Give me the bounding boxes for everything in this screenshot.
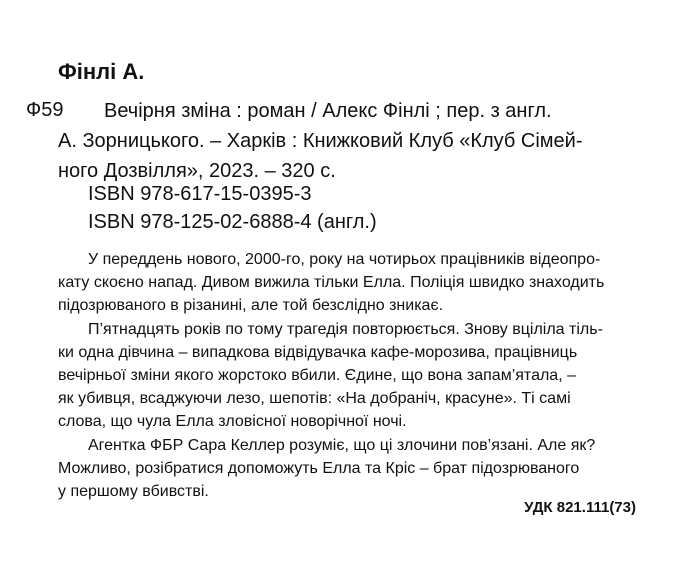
description-line: ного Дозвілля», 2023. – 320 с.: [58, 160, 336, 182]
annotation-line: ки одна дівчина – випадкова відвідувачка кафе-морозива, працівниць: [58, 343, 578, 361]
description-line: Вечірня зміна : роман / Алекс Фінлі ; пер. з англ.: [104, 100, 552, 122]
annotation-line: Агентка ФБР Сара Келлер розуміє, що ці злочини пов’язані. Але як?: [88, 436, 596, 454]
annotation-line: підозрюваного в різанині, але той безслідно зникає.: [58, 297, 444, 315]
annotation-line: П’ятнадцять років по тому трагедія повторюється. Знову вціліла тіль-: [88, 320, 603, 338]
annotation-line: кату скоєно напад. Дивом вижила тільки Елла. Поліція швидко знаходить: [58, 274, 605, 292]
author-heading: Фінлі А.: [58, 59, 145, 84]
annotation-line: У переддень нового, 2000-го, року на чотирьох працівників відеопро-: [88, 251, 601, 268]
isbn-list: [88, 180, 377, 236]
annotation-line: у першому вбивстві.: [58, 483, 209, 501]
udk-code: УДК 821.111(73): [524, 499, 636, 516]
classification-code: Ф59: [26, 99, 64, 121]
annotation-line: вечірньої зміни якого жорстоко вбили. Єдине, що вона запам’ятала, –: [58, 367, 576, 385]
annotation-line: Можливо, розібратися допоможуть Елла та Кріс – брат підозрюваного: [58, 459, 580, 477]
annotation: [58, 248, 658, 503]
description-line: А. Зорницького. – Харків : Книжковий Клуб «Клуб Сімей-: [58, 130, 583, 152]
annotation-line: слова, що чула Елла зловісної новорічної ночі.: [58, 413, 407, 431]
isbn-line: ISBN 978-125-02-6888-4 (англ.): [88, 211, 377, 233]
bibliographic-description: [58, 96, 658, 186]
isbn-line: ISBN 978-617-15-0395-3: [88, 183, 312, 205]
annotation-line: як убивця, всаджуючи лезо, шепотів: «На добраніч, красуне». Ті самі: [58, 390, 571, 408]
